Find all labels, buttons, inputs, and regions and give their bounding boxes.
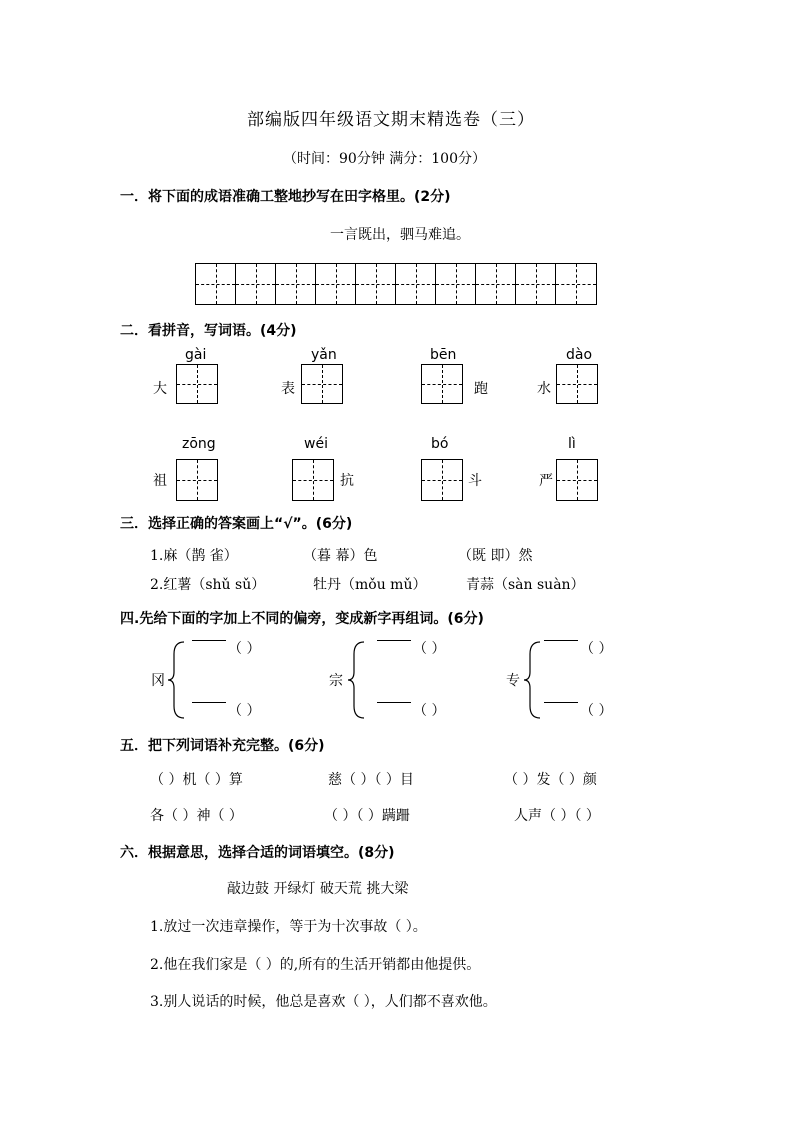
- pinyin-bo: bó: [431, 436, 449, 452]
- section-6-heading: 六．根据意思，选择合适的词语填空。(8分): [120, 845, 395, 861]
- base-char-zhuan: 专: [506, 673, 520, 689]
- paren-blank[interactable]: （ ）: [413, 703, 446, 719]
- pinyin-zong: zōng: [182, 436, 216, 452]
- paren-blank[interactable]: （ ）: [413, 641, 446, 657]
- char-zu: 祖: [153, 473, 167, 489]
- char-da: 大: [153, 381, 167, 397]
- answer-box-gai[interactable]: [176, 364, 218, 404]
- fill-1a[interactable]: （ ）机（ ）算: [150, 772, 243, 788]
- copy-grid[interactable]: [195, 263, 597, 305]
- question-3[interactable]: 3.别人说话的时候，他总是喜欢（ ），人们都不喜欢他。: [150, 994, 497, 1010]
- grid-cell[interactable]: [196, 264, 236, 304]
- answer-box-dao[interactable]: [556, 364, 598, 404]
- section-2-heading: 二．看拼音，写词语。(4分): [120, 323, 297, 339]
- char-dou: 斗: [468, 473, 482, 489]
- answer-box-zong[interactable]: [176, 459, 218, 501]
- char-yan: 严: [539, 473, 553, 489]
- section-4-heading: 四.先给下面的字加上不同的偏旁，变成新字再组词。(6分): [120, 611, 484, 627]
- grid-cell[interactable]: [316, 264, 356, 304]
- choice-1b[interactable]: （暮 幕）色: [303, 548, 378, 564]
- blank-line[interactable]: [377, 702, 411, 703]
- char-pao: 跑: [474, 381, 488, 397]
- grid-cell[interactable]: [276, 264, 316, 304]
- answer-box-bo[interactable]: [421, 459, 463, 501]
- char-shui: 水: [537, 381, 551, 397]
- blank-line[interactable]: [192, 702, 226, 703]
- fill-1c[interactable]: （ ）发（ ）颜: [504, 772, 597, 788]
- choice-2a[interactable]: 2.红薯（shǔ sǔ）: [150, 577, 266, 593]
- grid-cell[interactable]: [236, 264, 276, 304]
- pinyin-li: lì: [568, 436, 576, 452]
- paren-blank[interactable]: （ ）: [580, 703, 613, 719]
- question-2[interactable]: 2.他在我们家是（ ）的,所有的生活开销都由他提供。: [150, 957, 481, 973]
- blank-line[interactable]: [544, 640, 578, 641]
- section-3-heading: 三．选择正确的答案画上“√”。(6分): [120, 516, 353, 532]
- fill-2a[interactable]: 各（ ）神（ ）: [150, 808, 243, 824]
- fill-2c[interactable]: 人声（ ）（ ）: [514, 808, 600, 824]
- paren-blank[interactable]: （ ）: [228, 641, 261, 657]
- grid-cell[interactable]: [556, 264, 596, 304]
- grid-cell[interactable]: [516, 264, 556, 304]
- brace-icon: [346, 640, 366, 720]
- pinyin-yan: yǎn: [311, 347, 337, 363]
- pinyin-ben: bēn: [430, 347, 457, 363]
- paren-blank[interactable]: （ ）: [228, 703, 261, 719]
- blank-line[interactable]: [192, 640, 226, 641]
- idiom-sentence: 一言既出，驷马难追。: [330, 227, 470, 243]
- answer-box-wei[interactable]: [292, 459, 334, 501]
- word-bank: 敲边鼓 开绿灯 破天荒 挑大梁: [227, 881, 409, 897]
- choice-2b[interactable]: 牡丹（mǒu mǔ）: [313, 577, 427, 593]
- fill-1b[interactable]: 慈（ ）（ ）目: [328, 772, 414, 788]
- pinyin-wei: wéi: [304, 436, 328, 452]
- blank-line[interactable]: [377, 640, 411, 641]
- answer-box-li[interactable]: [556, 459, 598, 501]
- page-title: 部编版四年级语文期末精选卷（三）: [247, 110, 535, 130]
- pinyin-gai: gài: [185, 347, 207, 363]
- grid-cell[interactable]: [396, 264, 436, 304]
- section-5-heading: 五．把下列词语补充完整。(6分): [120, 738, 325, 754]
- grid-cell[interactable]: [476, 264, 516, 304]
- choice-2c[interactable]: 青蒜（sàn suàn）: [466, 577, 585, 593]
- answer-box-ben[interactable]: [421, 364, 463, 404]
- section-1-heading: 一．将下面的成语准确工整地抄写在田字格里。(2分): [120, 189, 451, 205]
- base-char-zong: 宗: [329, 673, 343, 689]
- blank-line[interactable]: [544, 702, 578, 703]
- fill-2b[interactable]: （ ）（ ）蹒跚: [324, 808, 410, 824]
- char-biao: 表: [281, 381, 295, 397]
- question-1[interactable]: 1.放过一次违章操作，等于为十次事故（ ）。: [150, 919, 427, 935]
- base-char-gang: 冈: [151, 673, 165, 689]
- grid-cell[interactable]: [436, 264, 476, 304]
- choice-1c[interactable]: （既 即）然: [458, 548, 533, 564]
- brace-icon: [522, 640, 542, 720]
- char-kang: 抗: [340, 473, 354, 489]
- paren-blank[interactable]: （ ）: [580, 641, 613, 657]
- exam-info: （时间：90分钟 满分：100分）: [283, 151, 486, 167]
- answer-box-yan[interactable]: [301, 364, 343, 404]
- brace-icon: [166, 640, 186, 720]
- grid-cell[interactable]: [356, 264, 396, 304]
- pinyin-dao: dào: [566, 347, 593, 363]
- choice-1a[interactable]: 1.麻（鹊 雀）: [150, 548, 238, 564]
